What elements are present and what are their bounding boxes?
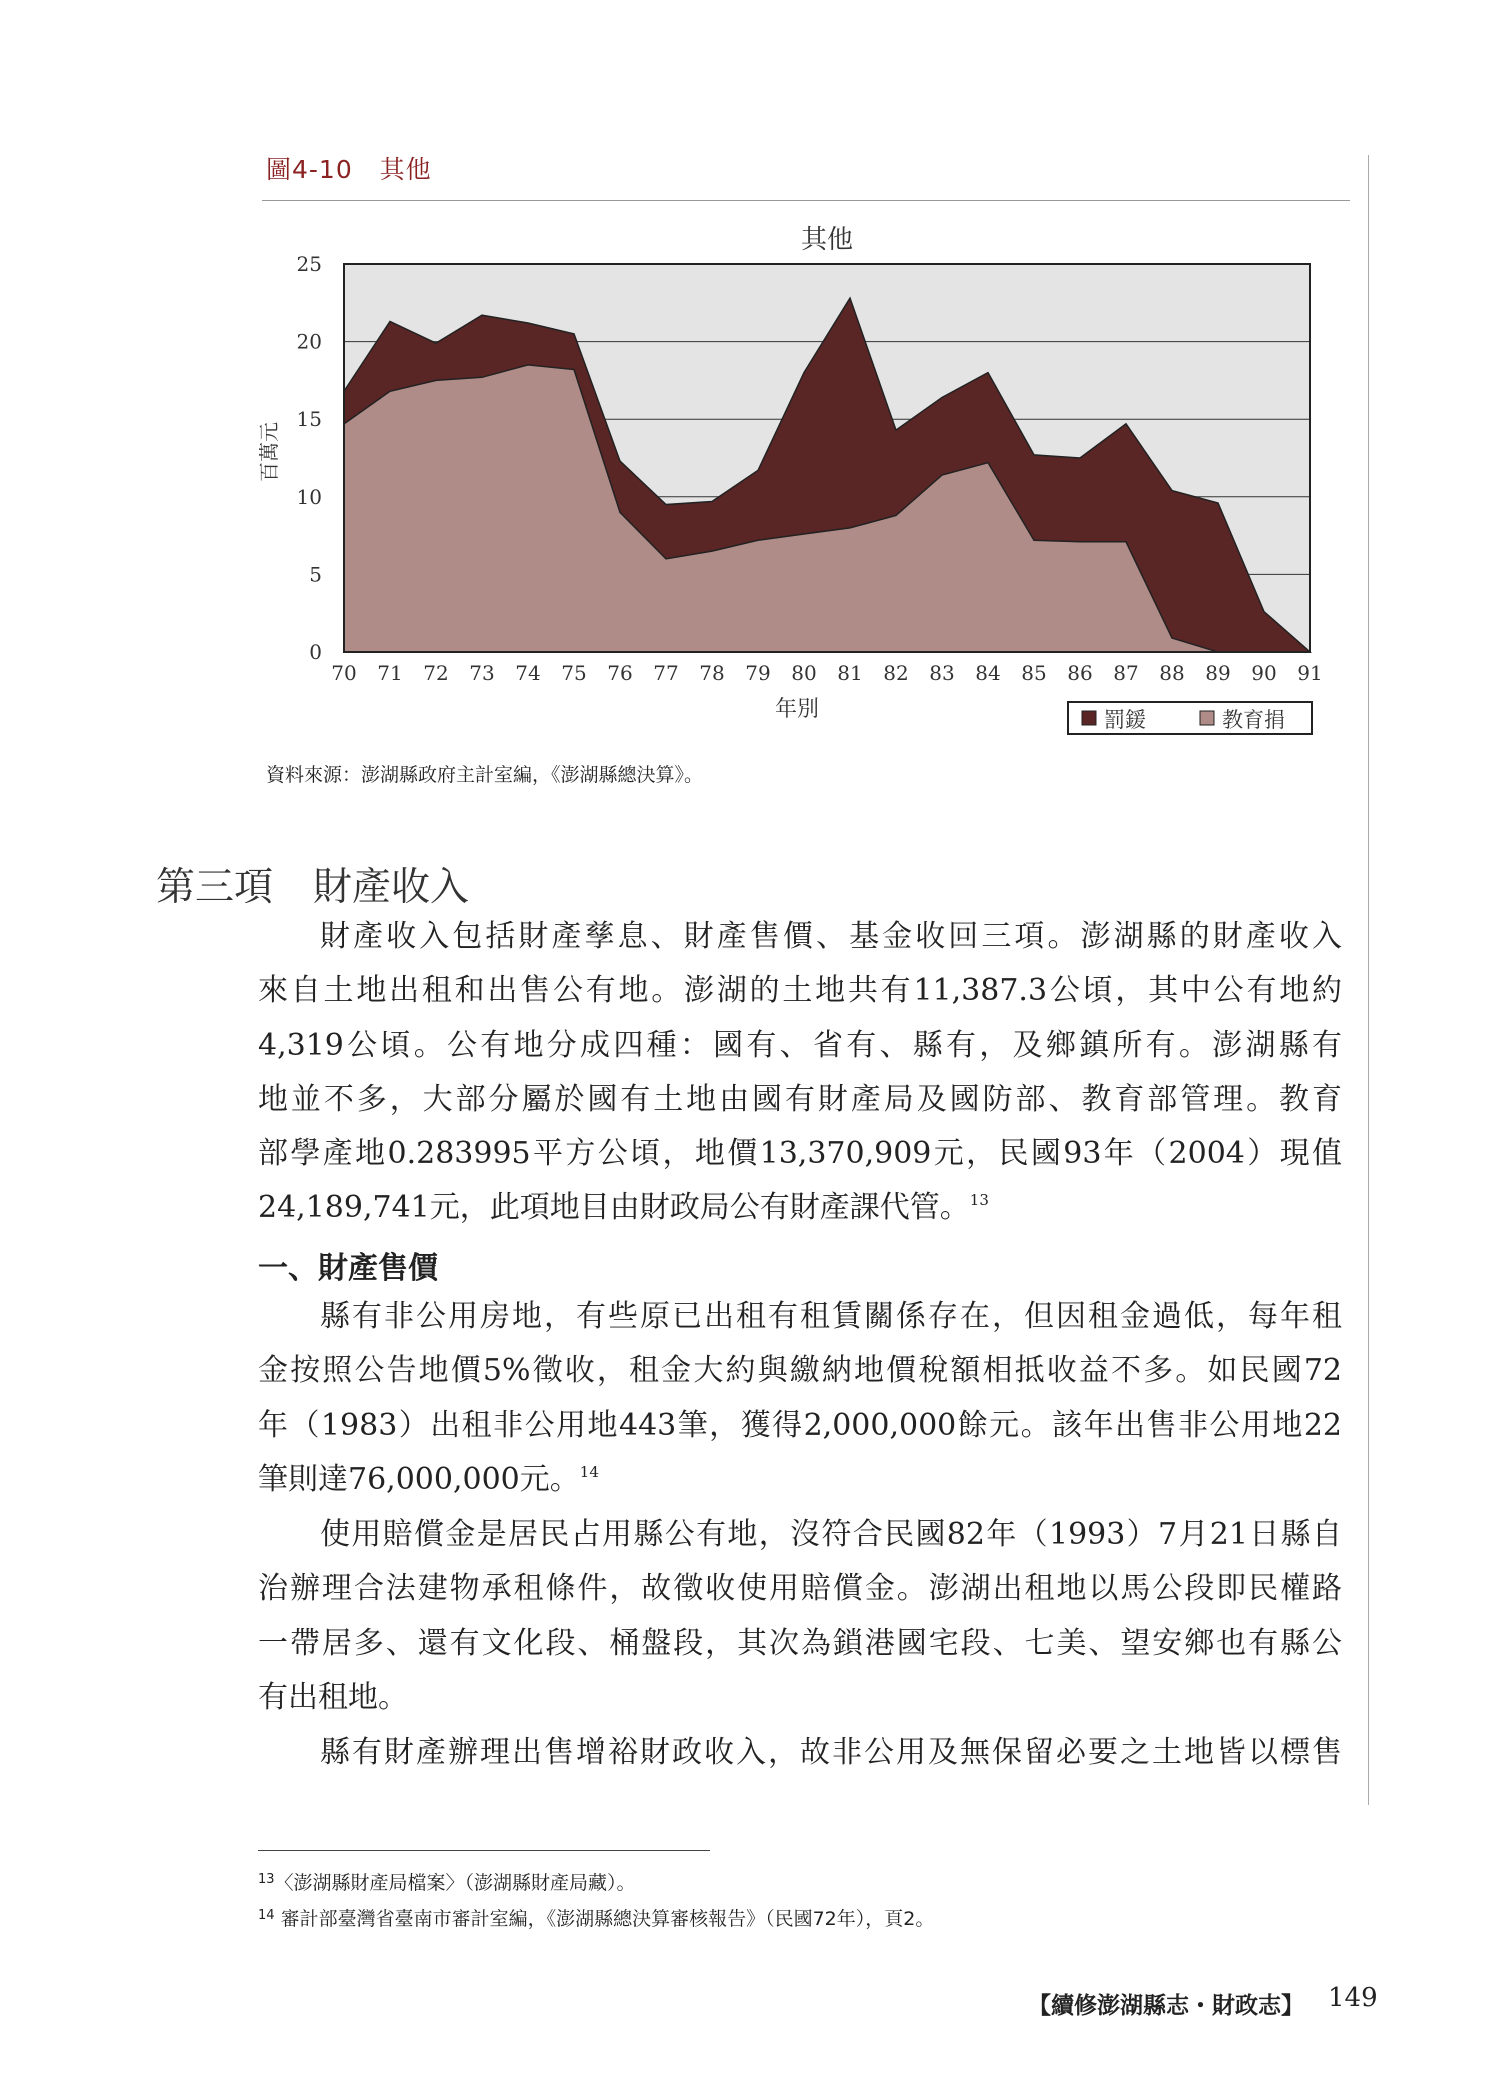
y-tick-label: 25	[296, 252, 322, 276]
figure-number: 圖4-10	[266, 155, 353, 184]
x-tick-label: 85	[1021, 661, 1047, 685]
paragraph-compensation	[258, 1508, 1342, 1725]
text-line: 財產收入包括財產孳息、財產售價、基金收回三項。澎湖縣的財產收入	[320, 919, 1342, 954]
footnote-text: 審計部臺灣省臺南市審計室編，《澎湖縣總決算審核報告》（民國72年），頁2。	[280, 1908, 935, 1930]
x-tick-label: 88	[1159, 661, 1185, 685]
footnote-ref: 14	[579, 1462, 599, 1481]
legend-swatch	[1082, 711, 1096, 725]
footnote	[258, 1904, 934, 1931]
x-tick-label: 81	[837, 661, 863, 685]
paragraph-sales	[258, 1726, 1342, 1780]
text-line: 使用賠償金是居民占用縣公有地，沒符合民國82年（1993）7月21日縣自	[320, 1517, 1342, 1552]
margin-rule	[1368, 155, 1369, 1805]
chart-title: 其他	[800, 225, 854, 255]
x-tick-label: 90	[1251, 661, 1277, 685]
text-line	[258, 1181, 1342, 1235]
x-tick-label: 72	[423, 661, 449, 685]
figure-divider	[262, 200, 1350, 201]
y-axis-label: 百萬元	[257, 422, 281, 482]
footnote	[258, 1868, 636, 1895]
x-tick-label: 74	[515, 661, 541, 685]
x-tick-label: 77	[653, 661, 679, 685]
legend-label: 罰鍰	[1104, 708, 1146, 732]
text-line: 縣有財產辦理出售增裕財政收入，故非公用及無保留必要之土地皆以標售	[320, 1735, 1342, 1770]
text-line: 治辦理合法建物承租條件，故徵收使用賠償金。澎湖出租地以馬公段即民權路	[258, 1571, 1342, 1607]
section-number: 第三項	[156, 865, 274, 910]
x-tick-label: 82	[883, 661, 909, 685]
y-tick-label: 20	[296, 329, 322, 354]
x-tick-label: 91	[1297, 661, 1323, 685]
x-tick-label: 87	[1113, 661, 1139, 685]
x-tick-label: 89	[1205, 661, 1231, 685]
text-line: 來自土地出租和出售公有地。澎湖的土地共有11,387.3公頃，其中公有地約	[258, 973, 1342, 1009]
x-axis-label: 年別	[774, 697, 820, 722]
text-line: 年（1983）出租非公用地443筆，獲得2,000,000餘元。該年出售非公用地22	[258, 1407, 1342, 1443]
x-tick-label: 83	[929, 661, 955, 685]
text-line	[258, 1453, 1342, 1507]
x-tick-label: 73	[469, 661, 495, 685]
x-tick-label: 76	[607, 661, 633, 685]
footnote-number: 13	[258, 1872, 275, 1887]
y-tick-label: 0	[309, 640, 322, 664]
y-tick-label: 15	[296, 407, 322, 432]
text-line-content: 筆則達76,000,000元。	[258, 1461, 580, 1497]
footnote-divider	[258, 1850, 710, 1851]
figure-label	[266, 150, 432, 186]
legend-swatch	[1200, 711, 1214, 725]
x-tick-label: 71	[377, 661, 403, 685]
paragraph-rental	[258, 1290, 1342, 1507]
legend-label: 教育捐	[1222, 708, 1285, 732]
page-number: 149	[1328, 1983, 1378, 2013]
x-tick-label: 78	[699, 661, 725, 685]
section-heading	[156, 856, 469, 912]
text-line: 有出租地。	[258, 1679, 408, 1715]
section-title: 財產收入	[313, 865, 470, 910]
area-chart	[257, 212, 1342, 742]
footnote-number: 14	[258, 1908, 275, 1923]
x-tick-label: 80	[791, 661, 817, 685]
footnote-text: 〈澎湖縣財產局檔案〉（澎湖縣財產局藏）。	[274, 1872, 636, 1894]
text-line: 部學產地0.283995平方公頃，地價13,370,909元，民國93年（2004）現值	[258, 1136, 1342, 1172]
x-tick-label: 75	[561, 661, 587, 685]
running-head: 【續修澎湖縣志・財政志】	[1028, 1992, 1304, 2019]
text-line: 地並不多，大部分屬於國有土地由國有財產局及國防部、教育部管理。教育	[258, 1081, 1342, 1117]
text-line: 一帶居多、還有文化段、桶盤段，其次為鎖港國宅段、七美、望安鄉也有縣公	[258, 1625, 1342, 1661]
y-tick-label: 10	[296, 484, 322, 509]
figure-source: 資料來源：澎湖縣政府主計室編，《澎湖縣總決算》。	[266, 764, 704, 786]
subheading: 一、財產售價	[258, 1251, 438, 1286]
footnote-ref: 13	[969, 1191, 989, 1210]
figure-title: 其他	[379, 155, 432, 184]
text-line: 縣有非公用房地，有些原已出租有租賃關係存在，但因租金過低，每年租	[320, 1299, 1342, 1334]
paragraph-property-income	[258, 910, 1342, 1236]
text-line: 4,319公頃。公有地分成四種：國有、省有、縣有，及鄉鎮所有。澎湖縣有	[258, 1027, 1342, 1063]
x-tick-label: 79	[745, 661, 771, 685]
x-tick-label: 70	[331, 661, 357, 685]
x-tick-label: 86	[1067, 661, 1093, 685]
x-tick-label: 84	[975, 661, 1001, 685]
text-line-content: 24,189,741元，此項地目由財政局公有財產課代管。	[258, 1190, 970, 1226]
y-tick-label: 5	[309, 562, 322, 587]
text-line: 金按照公告地價5%徵收，租金大約與繳納地價稅額相抵收益不多。如民國72	[258, 1353, 1342, 1389]
